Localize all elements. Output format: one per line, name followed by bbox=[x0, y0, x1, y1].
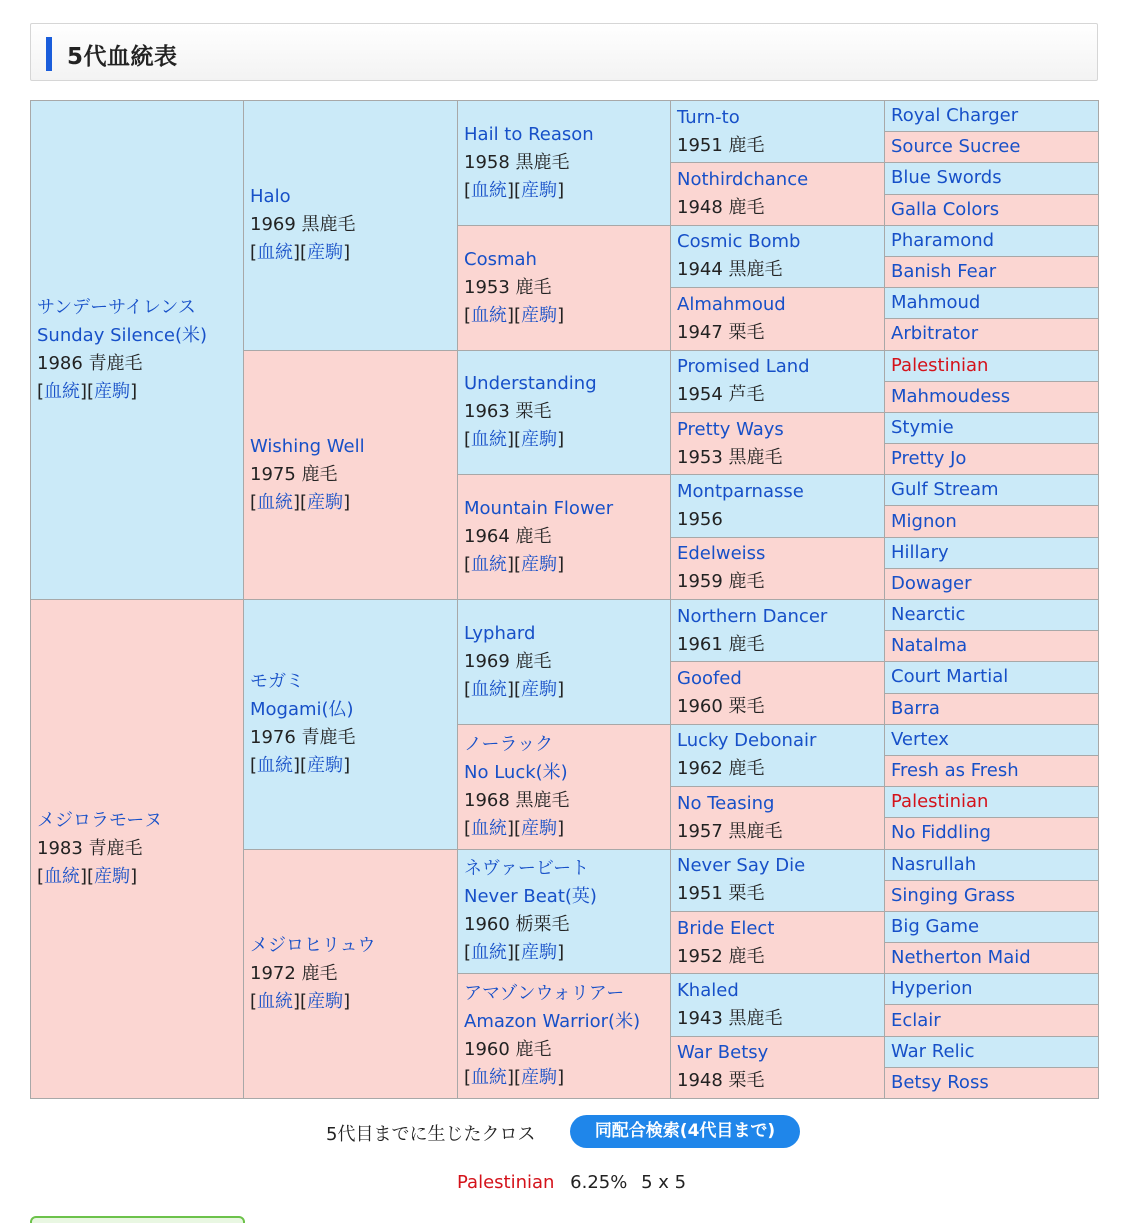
horse-name-link[interactable]: Mignon bbox=[891, 510, 957, 532]
horse-year-coat: 1959 鹿毛 bbox=[677, 571, 765, 593]
pedigree-cell-gen4 bbox=[671, 288, 885, 350]
pedigree-cell-gen4 bbox=[671, 724, 885, 786]
horse-year-coat: 1960 栗毛 bbox=[677, 696, 765, 718]
horse-name-link[interactable]: Pretty Jo bbox=[891, 448, 967, 470]
pedigree-cell-gen2 bbox=[244, 101, 458, 351]
pedigree-cell-gen5 bbox=[885, 1067, 1099, 1098]
horse-name-link[interactable]: Edelweiss bbox=[677, 543, 766, 565]
pedigree-offspring-links bbox=[250, 489, 457, 517]
horse-name-link[interactable]: Eclair bbox=[891, 1009, 941, 1031]
pedigree-offspring-links bbox=[464, 177, 670, 205]
pedigree-cell-gen1 bbox=[31, 101, 244, 600]
bracket-open: [ bbox=[37, 866, 45, 887]
bracket-open: [ bbox=[464, 179, 472, 201]
pedigree-cell-gen3 bbox=[458, 724, 671, 849]
cross-generations: 5 x 5 bbox=[641, 1172, 687, 1193]
pedigree-offspring-links bbox=[464, 302, 670, 330]
horse-name-link[interactable]: Royal Charger bbox=[891, 105, 1019, 127]
bracket-mid: ][ bbox=[507, 179, 522, 201]
pedigree-link[interactable]: 血統 bbox=[471, 554, 508, 576]
pedigree-cell-gen4 bbox=[671, 225, 885, 287]
pedigree-cell-gen5 bbox=[885, 724, 1099, 755]
bracket-close: ] bbox=[130, 866, 138, 887]
horse-name-link[interactable]: Barra bbox=[891, 697, 940, 719]
bracket-close: ] bbox=[557, 1067, 565, 1089]
bracket-mid: ][ bbox=[507, 1067, 522, 1089]
bracket-mid: ][ bbox=[507, 554, 522, 576]
horse-name-link[interactable]: Betsy Ross bbox=[891, 1071, 989, 1093]
bracket-close: ] bbox=[343, 491, 351, 513]
horse-year-coat: 1944 黒鹿毛 bbox=[677, 259, 783, 281]
bracket-mid: ][ bbox=[293, 755, 308, 777]
pedigree-link[interactable]: 血統 bbox=[471, 817, 508, 839]
pedigree-cell-gen4 bbox=[671, 101, 885, 163]
pedigree-cell-gen5 bbox=[885, 381, 1099, 412]
horse-name-jp-link[interactable]: メジロラモーヌ bbox=[37, 810, 163, 831]
horse-name-link[interactable]: Netherton Maid bbox=[891, 947, 1031, 969]
horse-name-link[interactable]: Banish Fear bbox=[891, 261, 997, 283]
cross-label: 5代目までに生じたクロス bbox=[326, 1124, 536, 1145]
horse-name-link[interactable]: Mahmoud bbox=[891, 292, 981, 314]
horse-name-link[interactable]: Arbitrator bbox=[891, 323, 979, 345]
horse-name-en-link[interactable]: Understanding bbox=[464, 373, 597, 395]
pedigree-cell-gen5 bbox=[885, 849, 1099, 880]
bracket-mid: ][ bbox=[507, 817, 522, 839]
pedigree-cell-gen5 bbox=[885, 787, 1099, 818]
horse-name-link[interactable]: Natalma bbox=[891, 635, 968, 657]
horse-name-link[interactable]: Turn-to bbox=[677, 106, 740, 128]
horse-name-en-link[interactable]: Sunday Silence(米) bbox=[37, 325, 207, 346]
horse-year-coat: 1976 青鹿毛 bbox=[250, 727, 356, 749]
pedigree-cell-gen5 bbox=[885, 943, 1099, 974]
horse-year-coat: 1956 bbox=[677, 508, 723, 530]
horse-name-link[interactable]: Pretty Ways bbox=[677, 418, 784, 440]
pedigree-offspring-links bbox=[250, 239, 457, 267]
horse-name-link[interactable]: Fresh as Fresh bbox=[891, 760, 1019, 782]
horse-year-coat: 1961 鹿毛 bbox=[677, 633, 765, 655]
pedigree-cell-gen5 bbox=[885, 911, 1099, 942]
horse-name-link[interactable]: Big Game bbox=[891, 915, 980, 937]
pedigree-cell-gen5 bbox=[885, 132, 1099, 163]
offspring-link[interactable]: 産駒 bbox=[521, 817, 558, 839]
section-header bbox=[30, 23, 1098, 81]
horse-name-link[interactable]: Northern Dancer bbox=[677, 605, 828, 627]
pedigree-link[interactable]: 血統 bbox=[257, 242, 294, 264]
pedigree-cell-gen4 bbox=[671, 662, 885, 724]
pedigree-cell-gen3 bbox=[458, 225, 671, 350]
bracket-mid: ][ bbox=[507, 942, 522, 964]
pedigree-cell-gen5 bbox=[885, 225, 1099, 256]
horse-year-coat: 1969 鹿毛 bbox=[464, 650, 552, 672]
pedigree-offspring-links bbox=[250, 988, 457, 1016]
bracket-close: ] bbox=[557, 554, 565, 576]
horse-year-coat: 1957 黒鹿毛 bbox=[677, 820, 783, 842]
cross-section bbox=[0, 1115, 1122, 1149]
horse-name-link[interactable]: War Betsy bbox=[677, 1042, 769, 1064]
horse-name-link[interactable]: Source Sucree bbox=[891, 136, 1021, 158]
pedigree-cell-gen5 bbox=[885, 631, 1099, 662]
pedigree-cell-gen5 bbox=[885, 412, 1099, 443]
horse-name-en-link[interactable]: Hail to Reason bbox=[464, 123, 594, 145]
bracket-close: ] bbox=[557, 678, 565, 700]
horse-name-link[interactable]: Hillary bbox=[891, 541, 949, 563]
bracket-open: [ bbox=[464, 678, 472, 700]
horse-year-coat: 1962 鹿毛 bbox=[677, 758, 765, 780]
horse-year-coat: 1975 鹿毛 bbox=[250, 463, 338, 485]
horse-year-coat: 1954 芦毛 bbox=[677, 384, 765, 406]
pedigree-cell-gen5 bbox=[885, 256, 1099, 287]
bracket-mid: ][ bbox=[80, 866, 95, 887]
pedigree-offspring-links bbox=[464, 939, 670, 967]
horse-name-link[interactable]: Nothirdchance bbox=[677, 169, 809, 191]
horse-name-link[interactable]: Nearctic bbox=[891, 604, 966, 626]
offspring-link[interactable]: 産駒 bbox=[521, 179, 558, 201]
pedigree-cell-gen5 bbox=[885, 568, 1099, 599]
pedigree-cell-gen3 bbox=[458, 974, 671, 1099]
bracket-open: [ bbox=[464, 554, 472, 576]
pedigree-cell-gen5 bbox=[885, 1036, 1099, 1067]
horse-name-en-link[interactable]: Never Beat(英) bbox=[464, 886, 597, 908]
pedigree-cell-gen5 bbox=[885, 444, 1099, 475]
offspring-link[interactable]: 産駒 bbox=[307, 990, 344, 1012]
offspring-link[interactable]: 産駒 bbox=[307, 242, 344, 264]
horse-year-coat: 1953 鹿毛 bbox=[464, 276, 552, 298]
horse-name-link[interactable]: Pharamond bbox=[891, 229, 995, 251]
horse-name-link[interactable]: Gulf Stream bbox=[891, 479, 999, 501]
bracket-open: [ bbox=[250, 755, 258, 777]
horse-year-coat: 1943 黒鹿毛 bbox=[677, 1007, 783, 1029]
pedigree-cell-gen5 bbox=[885, 755, 1099, 786]
horse-name-link[interactable]: No Teasing bbox=[677, 792, 775, 814]
horse-name-link[interactable]: Montparnasse bbox=[677, 480, 804, 502]
bracket-mid: ][ bbox=[507, 678, 522, 700]
pedigree-offspring-links bbox=[37, 863, 243, 891]
offspring-link[interactable]: 産駒 bbox=[94, 866, 131, 887]
horse-year-coat: 1958 黒鹿毛 bbox=[464, 151, 570, 173]
horse-name-link[interactable]: Singing Grass bbox=[891, 884, 1015, 906]
horse-name-link[interactable]: No Fiddling bbox=[891, 822, 991, 844]
bracket-mid: ][ bbox=[293, 990, 308, 1012]
horse-year-coat: 1972 鹿毛 bbox=[250, 962, 338, 984]
horse-name-link[interactable]: Khaled bbox=[677, 979, 739, 1001]
offspring-link[interactable]: 産駒 bbox=[521, 1067, 558, 1089]
pedigree-offspring-links bbox=[37, 378, 243, 406]
pedigree-link[interactable]: 血統 bbox=[471, 942, 508, 964]
bracket-close: ] bbox=[343, 755, 351, 777]
pedigree-row bbox=[31, 600, 1099, 631]
section-title: 5代血統表 bbox=[67, 44, 178, 70]
bracket-open: [ bbox=[37, 381, 45, 402]
bracket-open: [ bbox=[250, 242, 258, 264]
horse-year-coat: 1960 栃栗毛 bbox=[464, 914, 570, 936]
horse-name-en-link[interactable]: Lyphard bbox=[464, 622, 536, 644]
pedigree-link[interactable]: 血統 bbox=[471, 304, 508, 326]
pedigree-cell-gen4 bbox=[671, 1036, 885, 1098]
pedigree-link[interactable]: 血統 bbox=[471, 429, 508, 451]
offspring-link[interactable]: 産駒 bbox=[94, 381, 131, 402]
horse-year-coat: 1953 黒鹿毛 bbox=[677, 446, 783, 468]
pedigree-cell-gen5 bbox=[885, 101, 1099, 132]
horse-year-coat: 1948 栗毛 bbox=[677, 1070, 765, 1092]
pedigree-offspring-links bbox=[250, 752, 457, 780]
horse-name-jp-link[interactable]: ノーラック bbox=[464, 733, 554, 755]
pedigree-cell-gen5 bbox=[885, 537, 1099, 568]
pedigree-cell-gen4 bbox=[671, 974, 885, 1036]
bracket-open: [ bbox=[464, 817, 472, 839]
pedigree-offspring-links bbox=[464, 551, 670, 579]
bracket-close: ] bbox=[343, 990, 351, 1012]
pedigree-cell-gen5 bbox=[885, 506, 1099, 537]
pedigree-cell-gen4 bbox=[671, 787, 885, 849]
horse-year-coat: 1951 栗毛 bbox=[677, 883, 765, 905]
bracket-open: [ bbox=[464, 429, 472, 451]
pedigree-cell-gen5 bbox=[885, 288, 1099, 319]
horse-year-coat: 1951 鹿毛 bbox=[677, 134, 765, 156]
header-accent-bar bbox=[46, 37, 52, 71]
horse-year-coat: 1963 栗毛 bbox=[464, 401, 552, 423]
horse-year-coat: 1952 鹿毛 bbox=[677, 945, 765, 967]
pedigree-cell-gen5 bbox=[885, 319, 1099, 350]
horse-year-coat: 1983 青鹿毛 bbox=[37, 838, 143, 859]
horse-name-link[interactable]: Stymie bbox=[891, 416, 954, 438]
pedigree-offspring-links bbox=[464, 1064, 670, 1092]
bracket-mid: ][ bbox=[293, 491, 308, 513]
bracket-open: [ bbox=[464, 1067, 472, 1089]
pedigree-link[interactable]: 血統 bbox=[471, 678, 508, 700]
horse-name-link[interactable]: War Relic bbox=[891, 1040, 975, 1062]
bracket-open: [ bbox=[464, 942, 472, 964]
horse-name-jp-link[interactable]: メジロヒリュウ bbox=[250, 934, 376, 956]
horse-name-en-link[interactable]: Cosmah bbox=[464, 248, 537, 270]
pedigree-cell-gen2 bbox=[244, 600, 458, 850]
horse-name-link[interactable]: Vertex bbox=[891, 728, 949, 750]
horse-name-link[interactable]: Galla Colors bbox=[891, 198, 1000, 220]
horse-name-link[interactable]: Almahmoud bbox=[677, 293, 786, 315]
bracket-open: [ bbox=[250, 990, 258, 1012]
pedigree-link[interactable]: 血統 bbox=[44, 866, 81, 887]
pedigree-cell-gen5 bbox=[885, 600, 1099, 631]
pedigree-cell-gen5 bbox=[885, 475, 1099, 506]
pedigree-offspring-links bbox=[464, 815, 670, 843]
horse-year-coat: 1964 鹿毛 bbox=[464, 526, 552, 548]
pedigree-link[interactable]: 血統 bbox=[257, 755, 294, 777]
horse-name-en-link[interactable]: Wishing Well bbox=[250, 435, 365, 457]
pedigree-table bbox=[30, 100, 1099, 1099]
pedigree-link[interactable]: 血統 bbox=[44, 381, 81, 402]
horse-name-link[interactable]: Lucky Debonair bbox=[677, 730, 817, 752]
pedigree-link[interactable]: 血統 bbox=[257, 990, 294, 1012]
bracket-close: ] bbox=[130, 381, 138, 402]
horse-name-en-link[interactable]: Mountain Flower bbox=[464, 498, 614, 520]
bracket-open: [ bbox=[464, 304, 472, 326]
horse-name-jp-link[interactable]: アマゾンウォリアー bbox=[464, 983, 625, 1005]
bottom-button[interactable] bbox=[30, 1216, 245, 1223]
horse-year-coat: 1948 鹿毛 bbox=[677, 197, 765, 219]
pedigree-cell-gen5 bbox=[885, 194, 1099, 225]
horse-name-link[interactable]: Hyperion bbox=[891, 978, 973, 1000]
horse-year-coat: 1986 青鹿毛 bbox=[37, 353, 143, 374]
horse-name-jp-link[interactable]: サンデーサイレンス bbox=[37, 297, 196, 318]
pedigree-cell-gen3 bbox=[458, 101, 671, 226]
pedigree-cell-gen5 bbox=[885, 974, 1099, 1005]
offspring-link[interactable]: 産駒 bbox=[307, 491, 344, 513]
offspring-link[interactable]: 産駒 bbox=[521, 678, 558, 700]
pedigree-offspring-links bbox=[464, 676, 670, 704]
horse-name-link[interactable]: Cosmic Bomb bbox=[677, 231, 801, 253]
pedigree-cell-gen1 bbox=[31, 600, 244, 1099]
horse-name-jp-link[interactable]: ネヴァービート bbox=[464, 858, 590, 880]
horse-year-coat: 1969 黒鹿毛 bbox=[250, 214, 356, 236]
pedigree-cell-gen4 bbox=[671, 163, 885, 225]
horse-year-coat: 1960 鹿毛 bbox=[464, 1039, 552, 1061]
horse-name-link[interactable]: Never Say Die bbox=[677, 855, 806, 877]
bracket-mid: ][ bbox=[80, 381, 95, 402]
pedigree-cell-gen3 bbox=[458, 600, 671, 725]
pedigree-cell-gen3 bbox=[458, 350, 671, 475]
bracket-close: ] bbox=[557, 429, 565, 451]
bracket-open: [ bbox=[250, 491, 258, 513]
horse-name-en-link[interactable]: No Luck(米) bbox=[464, 761, 568, 783]
horse-name-link[interactable]: Nasrullah bbox=[891, 853, 977, 875]
pedigree-offspring-links bbox=[464, 426, 670, 454]
pedigree-cell-gen5 bbox=[885, 693, 1099, 724]
pedigree-cell-gen5 bbox=[885, 662, 1099, 693]
pedigree-cell-gen4 bbox=[671, 475, 885, 537]
pedigree-cell-gen5 bbox=[885, 1005, 1099, 1036]
horse-year-coat: 1968 黒鹿毛 bbox=[464, 789, 570, 811]
horse-name-en-link[interactable]: Halo bbox=[250, 186, 291, 208]
pedigree-cell-gen5 bbox=[885, 350, 1099, 381]
horse-year-coat: 1947 栗毛 bbox=[677, 321, 765, 343]
horse-name-link[interactable]: Bride Elect bbox=[677, 917, 775, 939]
pedigree-row bbox=[31, 101, 1099, 132]
pedigree-cell-gen5 bbox=[885, 163, 1099, 194]
horse-name-link[interactable]: Promised Land bbox=[677, 356, 810, 378]
bracket-close: ] bbox=[557, 817, 565, 839]
pedigree-cell-gen4 bbox=[671, 849, 885, 911]
horse-name-link[interactable]: Dowager bbox=[891, 572, 972, 594]
bracket-mid: ][ bbox=[507, 429, 522, 451]
horse-name-link[interactable]: Palestinian bbox=[891, 791, 989, 813]
cross-horse-link[interactable]: Palestinian bbox=[457, 1172, 555, 1193]
same-mating-search-button[interactable]: 同配合検索(4代目まで) bbox=[570, 1115, 800, 1148]
horse-name-link[interactable]: Mahmoudess bbox=[891, 385, 1011, 407]
horse-name-jp-link[interactable]: モガミ bbox=[250, 671, 304, 693]
horse-name-link[interactable]: Blue Swords bbox=[891, 167, 1002, 189]
bracket-mid: ][ bbox=[293, 242, 308, 264]
pedigree-link[interactable]: 血統 bbox=[471, 1067, 508, 1089]
horse-name-link[interactable]: Palestinian bbox=[891, 354, 989, 376]
bracket-close: ] bbox=[557, 179, 565, 201]
pedigree-link[interactable]: 血統 bbox=[257, 491, 294, 513]
horse-name-en-link[interactable]: Amazon Warrior(米) bbox=[464, 1011, 641, 1033]
pedigree-cell-gen2 bbox=[244, 350, 458, 600]
horse-name-en-link[interactable]: Mogami(仏) bbox=[250, 699, 354, 721]
offspring-link[interactable]: 産駒 bbox=[521, 304, 558, 326]
cross-item bbox=[457, 1172, 686, 1193]
cross-percent: 6.25% bbox=[570, 1172, 628, 1193]
offspring-link[interactable]: 産駒 bbox=[307, 755, 344, 777]
pedigree-link[interactable]: 血統 bbox=[471, 179, 508, 201]
pedigree-cell-gen5 bbox=[885, 818, 1099, 849]
pedigree-cell-gen4 bbox=[671, 600, 885, 662]
pedigree-cell-gen5 bbox=[885, 880, 1099, 911]
horse-name-link[interactable]: Court Martial bbox=[891, 666, 1009, 688]
pedigree-cell-gen4 bbox=[671, 412, 885, 474]
pedigree-cell-gen4 bbox=[671, 350, 885, 412]
offspring-link[interactable]: 産駒 bbox=[521, 554, 558, 576]
pedigree-cell-gen3 bbox=[458, 475, 671, 600]
bracket-close: ] bbox=[343, 242, 351, 264]
horse-name-link[interactable]: Goofed bbox=[677, 668, 742, 690]
pedigree-cell-gen4 bbox=[671, 911, 885, 973]
bracket-mid: ][ bbox=[507, 304, 522, 326]
offspring-link[interactable]: 産駒 bbox=[521, 942, 558, 964]
offspring-link[interactable]: 産駒 bbox=[521, 429, 558, 451]
pedigree-cell-gen2 bbox=[244, 849, 458, 1099]
bracket-close: ] bbox=[557, 942, 565, 964]
pedigree-cell-gen4 bbox=[671, 537, 885, 599]
pedigree-cell-gen3 bbox=[458, 849, 671, 974]
bracket-close: ] bbox=[557, 304, 565, 326]
